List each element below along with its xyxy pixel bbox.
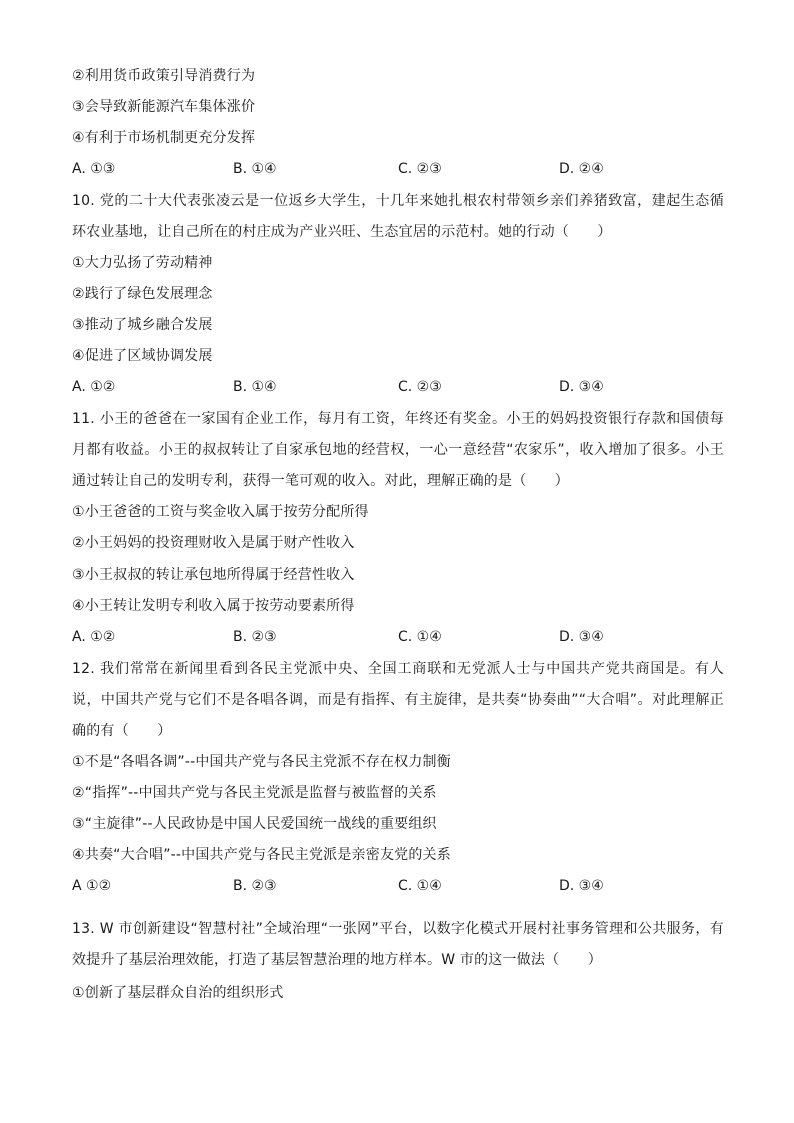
q11-item-1: ①小王爸爸的工资与奖金收入属于按劳分配所得: [72, 504, 369, 520]
q10-option-b: B. ①④: [233, 379, 277, 395]
q10-item-1: ①大力弘扬了劳动精神: [72, 255, 213, 271]
q9-item-3: ③会导致新能源汽车集体涨价: [72, 99, 256, 115]
q10-stem: 10. 党的二十大代表张凌云是一位返乡大学生，十几年来她扎根农村带领乡亲们养猪致富，建起生态循环农业基地，让自己所在的村庄成为产业兴旺、生态宜居的示范村。她的行动（ ）: [72, 193, 724, 240]
q9-option-a: A. ①③: [72, 161, 116, 177]
q12-stem: 12. 我们常常在新闻里看到各民主党派中央、全国工商联和无党派人士与中国共产党共商国是。有人说，中国共产党与它们不是各唱各调，而是有指挥、有主旋律，是共奏“协奏曲”“大合唱”。对此理解正确的有（ ）: [72, 661, 724, 739]
q13-item-1: ①创新了基层群众自治的组织形式: [72, 985, 284, 1001]
q10-item-4: ④促进了区域协调发展: [72, 348, 213, 364]
q12-option-c: C. ①④: [398, 878, 442, 894]
q10-option-c: C. ②③: [398, 379, 442, 395]
q13-stem: 13. W 市创新建设“智慧村社”全域治理“一张网”平台，以数字化模式开展村社事务管理和公共服务，有效提升了基层治理效能，打造了基层智慧治理的地方样本。W 市的这一做法（ ）: [72, 921, 724, 968]
q12-option-d: D. ③④: [559, 878, 604, 894]
q11-item-3: ③小王叔叔的转让承包地所得属于经营性收入: [72, 567, 355, 583]
q12-option-b: B. ②③: [233, 878, 277, 894]
q12-item-2: ②“指挥”--中国共产党与各民主党派是监督与被监督的关系: [72, 785, 437, 801]
q9-item-2: ②利用货币政策引导消费行为: [72, 68, 256, 84]
q11-option-a: A. ①②: [72, 629, 116, 645]
q10-item-3: ③推动了城乡融合发展: [72, 317, 213, 333]
q11-item-4: ④小王转让发明专利收入属于按劳动要素所得: [72, 598, 355, 614]
q10-options: [72, 377, 724, 397]
q11-stem: 11. 小王的爸爸在一家国有企业工作，每月有工资，年终还有奖金。小王的妈妈投资银行存款和国债每月都有收益。小王的叔叔转让了自家承包地的经营权，一心一意经营“农家乐”，收入增加了很多。小王通过转让自己的发明专利，获得一笔可观的收入。对此，理解正确的是（ ）: [72, 411, 724, 489]
q12-item-1: ①不是“各唱各调”--中国共产党与各民主党派不存在权力制衡: [72, 754, 451, 770]
q11-options: [72, 627, 724, 647]
q9-option-b: B. ①④: [233, 161, 277, 177]
q11-option-d: D. ③④: [559, 629, 604, 645]
q9-option-d: D. ②④: [559, 161, 604, 177]
q11-option-b: B. ②③: [233, 629, 277, 645]
q12-item-4: ④共奏“大合唱”--中国共产党与各民主党派是亲密友党的关系: [72, 847, 451, 863]
q9-option-c: C. ②③: [398, 161, 442, 177]
q12-item-3: ③“主旋律”--人民政协是中国人民爱国统一战线的重要组织: [72, 816, 437, 832]
q10-option-d: D. ③④: [559, 379, 604, 395]
q10-item-2: ②践行了绿色发展理念: [72, 286, 213, 302]
q9-options: [72, 159, 724, 179]
q9-item-4: ④有利于市场机制更充分发挥: [72, 130, 256, 146]
q10-option-a: A. ①②: [72, 379, 116, 395]
q11-item-2: ②小王妈妈的投资理财收入是属于财产性收入: [72, 535, 355, 551]
q12-options: [72, 876, 724, 896]
q11-option-c: C. ①④: [398, 629, 442, 645]
q12-option-a: A ①②: [72, 878, 112, 894]
